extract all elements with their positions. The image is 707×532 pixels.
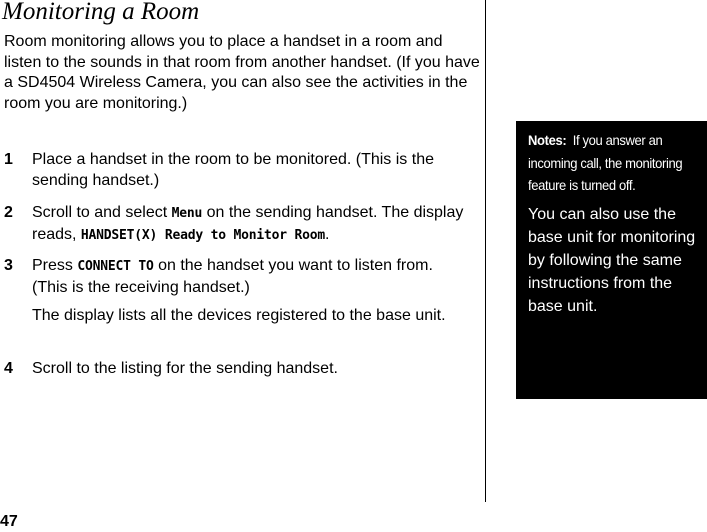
step-text-part: on the sending handset. The display reads, <box>32 204 464 243</box>
step-2 <box>4 203 480 246</box>
display-message: HANDSET(X) Ready to Monitor Room <box>80 227 325 243</box>
step-number: 2 <box>4 204 13 221</box>
note-text <box>528 129 705 197</box>
step-text-part: Scroll to and select <box>32 204 172 221</box>
note-content: If you answer an incoming call, the monitoring feature is turned off. <box>528 132 683 193</box>
step-4 <box>4 359 480 380</box>
step-text <box>32 203 480 246</box>
step-text-part: Press <box>32 257 78 274</box>
intro-text: Room monitoring allows you to place a handset in a room and listen to the sounds in that room from another handset. (If you have a SD4504 Wireless Camera, you can also see the activities in the room you are monitoring.) <box>4 33 480 112</box>
step-text: Place a handset in the room to be monitored. (This is the sending handset.) <box>32 151 434 189</box>
step-number: 1 <box>4 151 13 168</box>
page-number: 47 <box>0 513 18 530</box>
note-label: Notes: <box>528 132 567 148</box>
step-number: 4 <box>4 360 13 377</box>
intro-paragraph <box>4 32 480 114</box>
note-box <box>516 121 707 399</box>
connect-to-softkey-label: CONNECT TO <box>77 259 154 274</box>
menu-softkey-label: Menu <box>171 206 203 221</box>
step-3-subtext: The display lists all the devices registered to the base unit. <box>32 307 446 324</box>
step-1 <box>4 150 480 191</box>
page-title: Monitoring a Room <box>2 0 200 25</box>
step-text-part: on the handset you want to listen from. (This is the receiving handset.) <box>32 257 433 296</box>
column-divider <box>485 0 486 502</box>
step-text <box>32 256 462 298</box>
step-number: 3 <box>4 257 13 274</box>
step-3 <box>4 256 480 298</box>
step-text: Scroll to the listing for the sending handset. <box>32 360 338 377</box>
step-text-part: . <box>324 225 330 243</box>
note-body: You can also use the base unit for monitoring by following the same instructions from the base unit. <box>528 205 696 315</box>
